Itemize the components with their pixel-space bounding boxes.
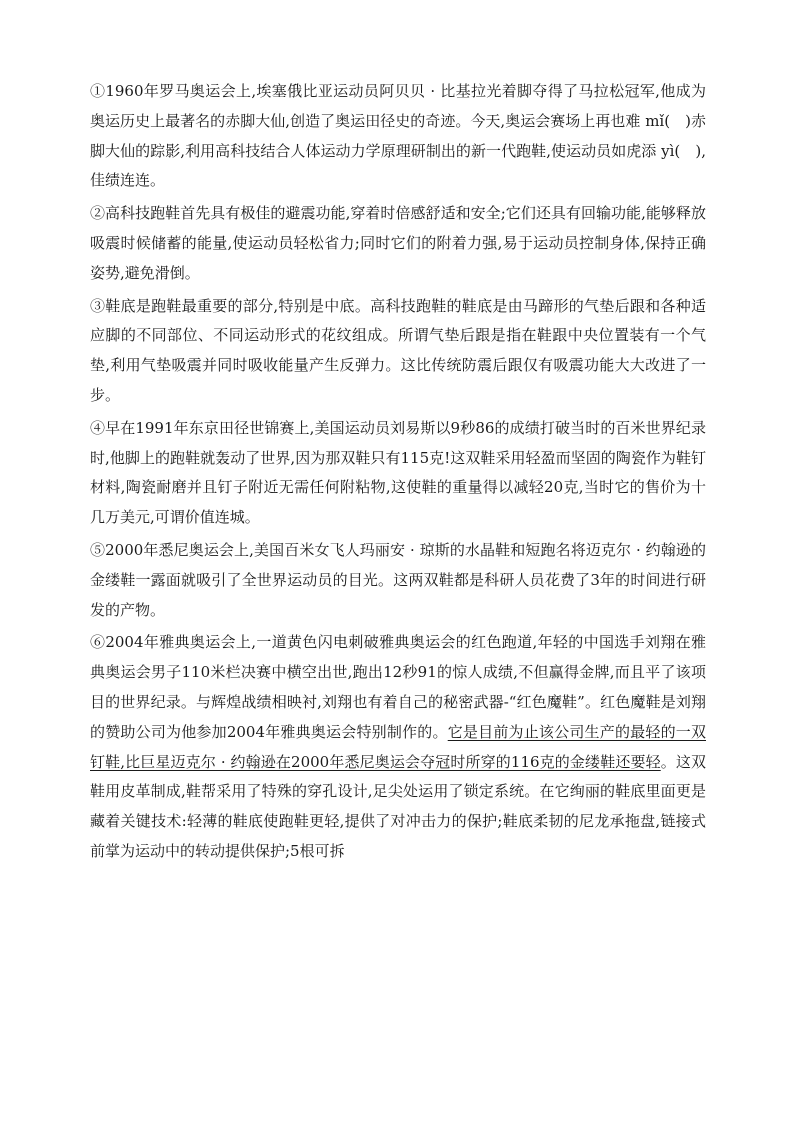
- paragraph-6-text-start: ⑥2004年雅典奥运会上,一道黄色闪电刺破雅典奥运会的红色跑道,年轻的中国选手刘翔在雅典奥运会男子110米栏决赛中横空出世,跑出12秒91的惊人成绩,不但赢得金牌,而且平了该项目的世界纪录。与辉煌战绩相映衬,刘翔也有着自己的秘密武器-“红色魔鞋”。红色魔鞋是刘翔的赞助公司为他参加2004年雅典奥运会特别制作的。: [90, 633, 706, 741]
- paragraph-4-text: ④早在1991年东京田径世锦赛上,美国运动员刘易斯以9秒86的成绩打破当时的百米世界纪录时,他脚上的跑鞋就轰动了世界,因为那双鞋只有115克!这双鞋采用轻盈而坚固的陶瓷作为鞋钉材料,陶瓷耐磨并且钉子附近无需任何附粘物,这使鞋的重量得以减轻20克,当时它的售价为十几万美元,可谓价值连城。: [90, 418, 706, 527]
- paragraph-4: [90, 414, 706, 533]
- paragraph-2: [90, 199, 706, 288]
- paragraph-1-text: ①1960年罗马奥运会上,埃塞俄比亚运动员阿贝贝 · 比基拉光着脚夺得了马拉松冠军,他成为奥运历史上最著名的赤脚大仙,创造了奥运田径史的奇迹。今天,奥运会赛场上再也难 mǐ( )赤脚大仙的踪影,利用高科技结合人体运动力学原理研制出的新一代跑鞋,使运动员如虎添 yì( ),佳绩连连。: [90, 82, 706, 190]
- paragraph-5: [90, 536, 706, 625]
- paragraph-3: [90, 292, 706, 411]
- article-body: [90, 77, 706, 870]
- paragraph-6-text-end: 。这双鞋用皮革制成,鞋帮采用了特殊的穿孔设计,足尖处运用了锁定系统。在它绚丽的鞋底里面更是藏着关键技术:轻薄的鞋底使跑鞋更轻,提供了对冲击力的保护;鞋底柔韧的尼龙承拖盘,链接式前掌为运动中的转动提供保护;5根可拆: [90, 752, 706, 860]
- underlined-sentence: 它是目前为止该公司生产的最轻的一双钉鞋,比巨星迈克尔 · 约翰逊在2000年悉尼奥运会夺冠时所穿的116克的金缕鞋还要轻: [90, 722, 706, 771]
- paragraph-2-text: ②高科技跑鞋首先具有极佳的避震功能,穿着时倍感舒适和安全;它们还具有回输功能,能够释放吸震时候储蓄的能量,使运动员轻松省力;同时它们的附着力强,易于运动员控制身体,保持正确姿势,避免滑倒。: [90, 204, 706, 282]
- paragraph-6: [90, 628, 706, 866]
- paragraph-3-text: ③鞋底是跑鞋最重要的部分,特别是中底。高科技跑鞋的鞋底是由马蹄形的气垫后跟和各种适应脚的不同部位、不同运动形式的花纹组成。所谓气垫后跟是指在鞋跟中央位置装有一个气垫,利用气垫吸震并同时吸收能量产生反弹力。这比传统防震后跟仅有吸震功能大大改进了一步。: [90, 296, 706, 404]
- paragraph-5-text: ⑤2000年悉尼奥运会上,美国百米女飞人玛丽安 · 琼斯的水晶鞋和短跑名将迈克尔 · 约翰逊的金缕鞋一露面就吸引了全世界运动员的目光。这两双鞋都是科研人员花费了3年的时间进行研发的产物。: [90, 540, 706, 619]
- paragraph-1: [90, 77, 706, 196]
